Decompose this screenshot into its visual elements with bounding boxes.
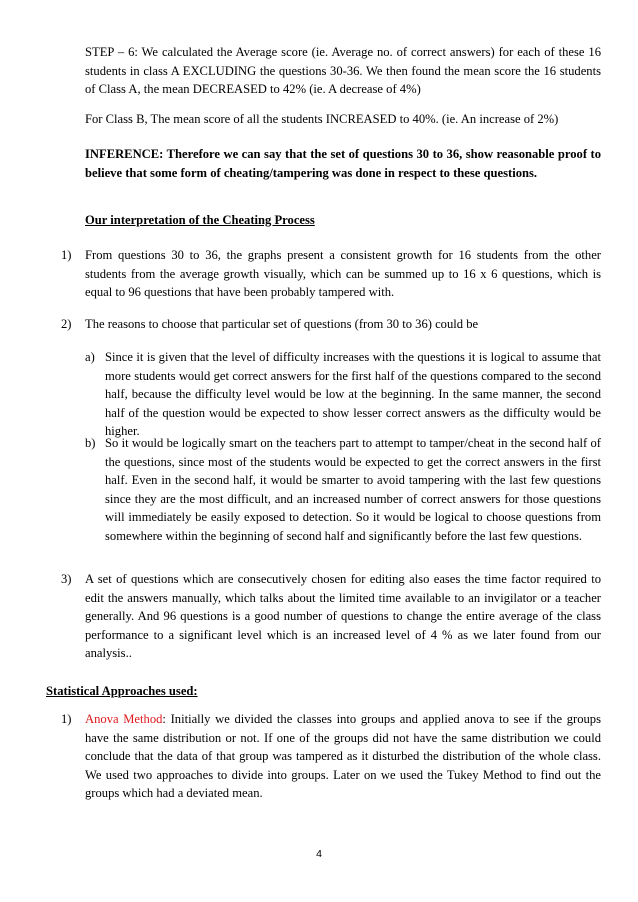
sub-list-letter: a)	[85, 350, 95, 364]
list-item-text: A set of questions which are consecutively chosen for editing also eases the time factor required to edit the answers manually, which talks about the limited time available to an invigilator or a teacher generally. And 96 questions is a good number of questions to change the entire average of the class performance to a significant level which is an increased level of 4 % as we later found from our analysis..	[85, 572, 601, 660]
page-number: 4	[316, 848, 322, 860]
anova-method-label: Anova Method	[85, 712, 163, 726]
list-number: 1)	[61, 712, 72, 726]
list-item	[61, 315, 601, 334]
sub-list-item	[85, 348, 601, 441]
list-item-text: From questions 30 to 36, the graphs present a consistent growth for 16 students from the other students from the average growth visually, which can be summed up to 16 x 6 questions, which is equal to 96 questions that have been probably tampered with.	[85, 248, 601, 299]
list-number: 2)	[61, 317, 72, 331]
sub-list-item-text: So it would be logically smart on the teachers part to attempt to tamper/cheat in the second half of the questions, since most of the students would be expected to get the correct answers in the first half. Even in the second half, it would be smarter to avoid tampering with the last few questions since they are the most difficult, and an increased number of correct answers for those questions will immediately be easily exposed to detection. So it would be logical to choose questions from somewhere within the beginning of second half and significantly before the last few questions.	[105, 436, 601, 543]
list-number: 1)	[61, 248, 72, 262]
sub-list-letter: b)	[85, 436, 96, 450]
step6-paragraph: STEP – 6: We calculated the Average score (ie. Average no. of correct answers) for each of these 16 students in class A EXCLUDING the questions 30-36. We then found the mean score the 16 students of Class A, the mean DECREASED to 42% (ie. A decrease of 4%)	[85, 45, 601, 96]
classb-paragraph: For Class B, The mean score of all the students INCREASED to 40%. (ie. An increase of 2%)	[85, 112, 559, 126]
list-item	[61, 246, 601, 302]
stats-heading: Statistical Approaches used:	[46, 684, 198, 698]
list-number: 3)	[61, 572, 72, 586]
list-item-text: The reasons to choose that particular set of questions (from 30 to 36) could be	[85, 317, 479, 331]
sub-list-item-text: Since it is given that the level of difficulty increases with the questions it is logical to assume that more students would get correct answers for the first half of the questions compared to the second half, because the difficulty level would be low at the beginning. In the same manner, the second half of the question would be expected to show lesser correct answers as the difficulty would be higher.	[105, 350, 601, 438]
list-item	[61, 570, 601, 663]
anova-text	[85, 710, 601, 803]
anova-description: : Initially we divided the classes into groups and applied anova to see if the groups have the same distribution or not. If one of the groups did not have the same distribution we could conclude that the data of that group was tampered as it disturbed the distribution of the whole class. We used two approaches to divide into groups. Later on we used the Tukey Method to find out the groups which had a deviated mean.	[85, 712, 601, 800]
interpretation-heading: Our interpretation of the Cheating Process	[85, 213, 315, 227]
list-item	[61, 710, 601, 803]
sub-list-item	[85, 434, 601, 545]
inference-paragraph: INFERENCE: Therefore we can say that the set of questions 30 to 36, show reasonable proof to believe that some form of cheating/tampering was done in respect to these questions.	[85, 147, 601, 180]
